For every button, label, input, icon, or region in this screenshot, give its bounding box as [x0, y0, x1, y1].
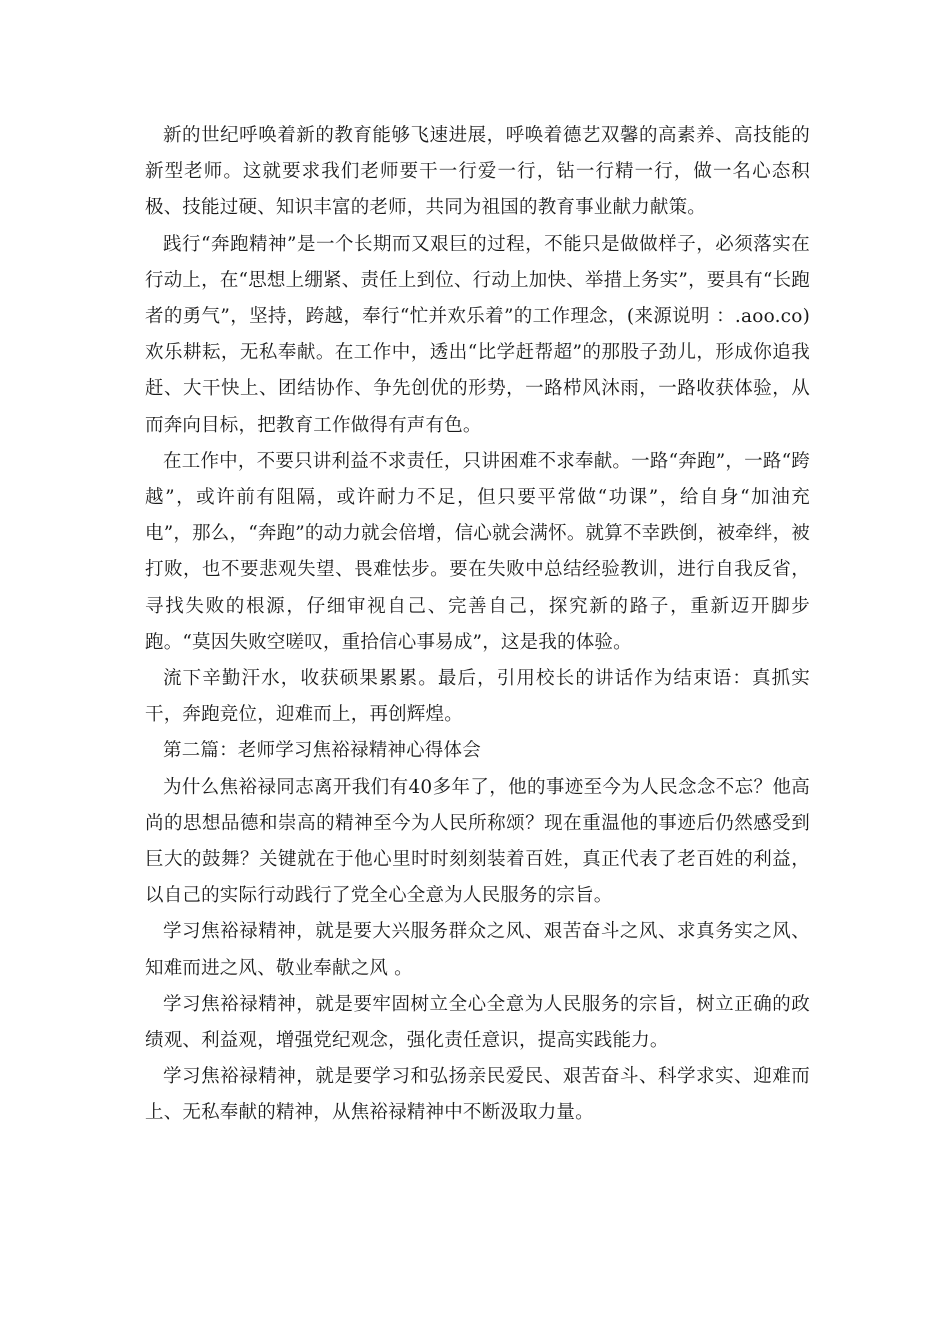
section-paragraph-2: 学习焦裕禄精神，就是要大兴服务群众之风、艰苦奋斗之风、求真务实之风、知难而进之风、敬业奉献之风 。	[145, 921, 810, 979]
paragraph-2: 践行“奔跑精神”是一个长期而又艰巨的过程，不能只是做做样子，必须落实在行动上，在“思想上绷紧、责任上到位、行动上加快、举措上务实”，要具有“长跑者的勇气”，坚持，跨越，奉行“忙并欢乐着”的工作理念，(来源说明 ：.aoo.co)欢乐耕耘，无私奉献。在工作中，透出“比学赶帮超”的那股子劲儿，形成你追我赶、大干快上、团结协作、争先创优的形势，一路栉风沐雨，一路收获体验，从而奔向目标，把教育工作做得有声有色。	[145, 233, 810, 436]
section-heading: 第二篇：老师学习焦裕禄精神心得体会	[163, 740, 481, 762]
section-paragraph-3: 学习焦裕禄精神，就是要牢固树立全心全意为人民服务的宗旨，树立正确的政绩观、利益观，增强党纪观念，强化责任意识，提高实践能力。	[145, 993, 810, 1052]
paragraph-3: 在工作中，不要只讲利益不求责任，只讲困难不求奉献。一路“奔跑”，一路“跨越”，或许前有阻隔，或许耐力不足，但只要平常做“功课”，给自身“加油充电”，那么，“奔跑”的动力就会倍增，信心就会满怀。就算不幸跌倒，被牵绊，被打败，也不要悲观失望、畏难怯步。要在失败中总结经验教训，进行自我反省，寻找失败的根源，仔细审视自己、完善自己，探究新的路子，重新迈开脚步跑。“莫因失败空嗟叹，重拾信心事易成”，这是我的体验。	[145, 450, 810, 653]
paragraph-1: 新的世纪呼唤着新的教育能够飞速进展，呼唤着德艺双馨的高素养、高技能的新型老师。这就要求我们老师要干一行爱一行，钻一行精一行，做一名心态积极、技能过硬、知识丰富的老师，共同为祖国的教育事业献力献策。	[145, 125, 810, 219]
document-body	[145, 118, 810, 1132]
section-paragraph-1: 为什么焦裕禄同志离开我们有40多年了，他的事迹至今为人民念念不忘？他高尚的思想品德和崇高的精神至今为人民所称颂？现在重温他的事迹后仍然感受到巨大的鼓舞？关键就在于他心里时时刻刻装着百姓，真正代表了老百姓的利益，以自己的实际行动践行了党全心全意为人民服务的宗旨。	[145, 776, 810, 907]
paragraph-4: 流下辛勤汗水，收获硕果累累。最后，引用校长的讲话作为结束语：真抓实干，奔跑竞位，迎难而上，再创辉煌。	[145, 668, 810, 726]
section-paragraph-4: 学习焦裕禄精神，就是要学习和弘扬亲民爱民、艰苦奋斗、科学求实、迎难而上、无私奉献的精神，从焦裕禄精神中不断汲取力量。	[145, 1066, 810, 1124]
